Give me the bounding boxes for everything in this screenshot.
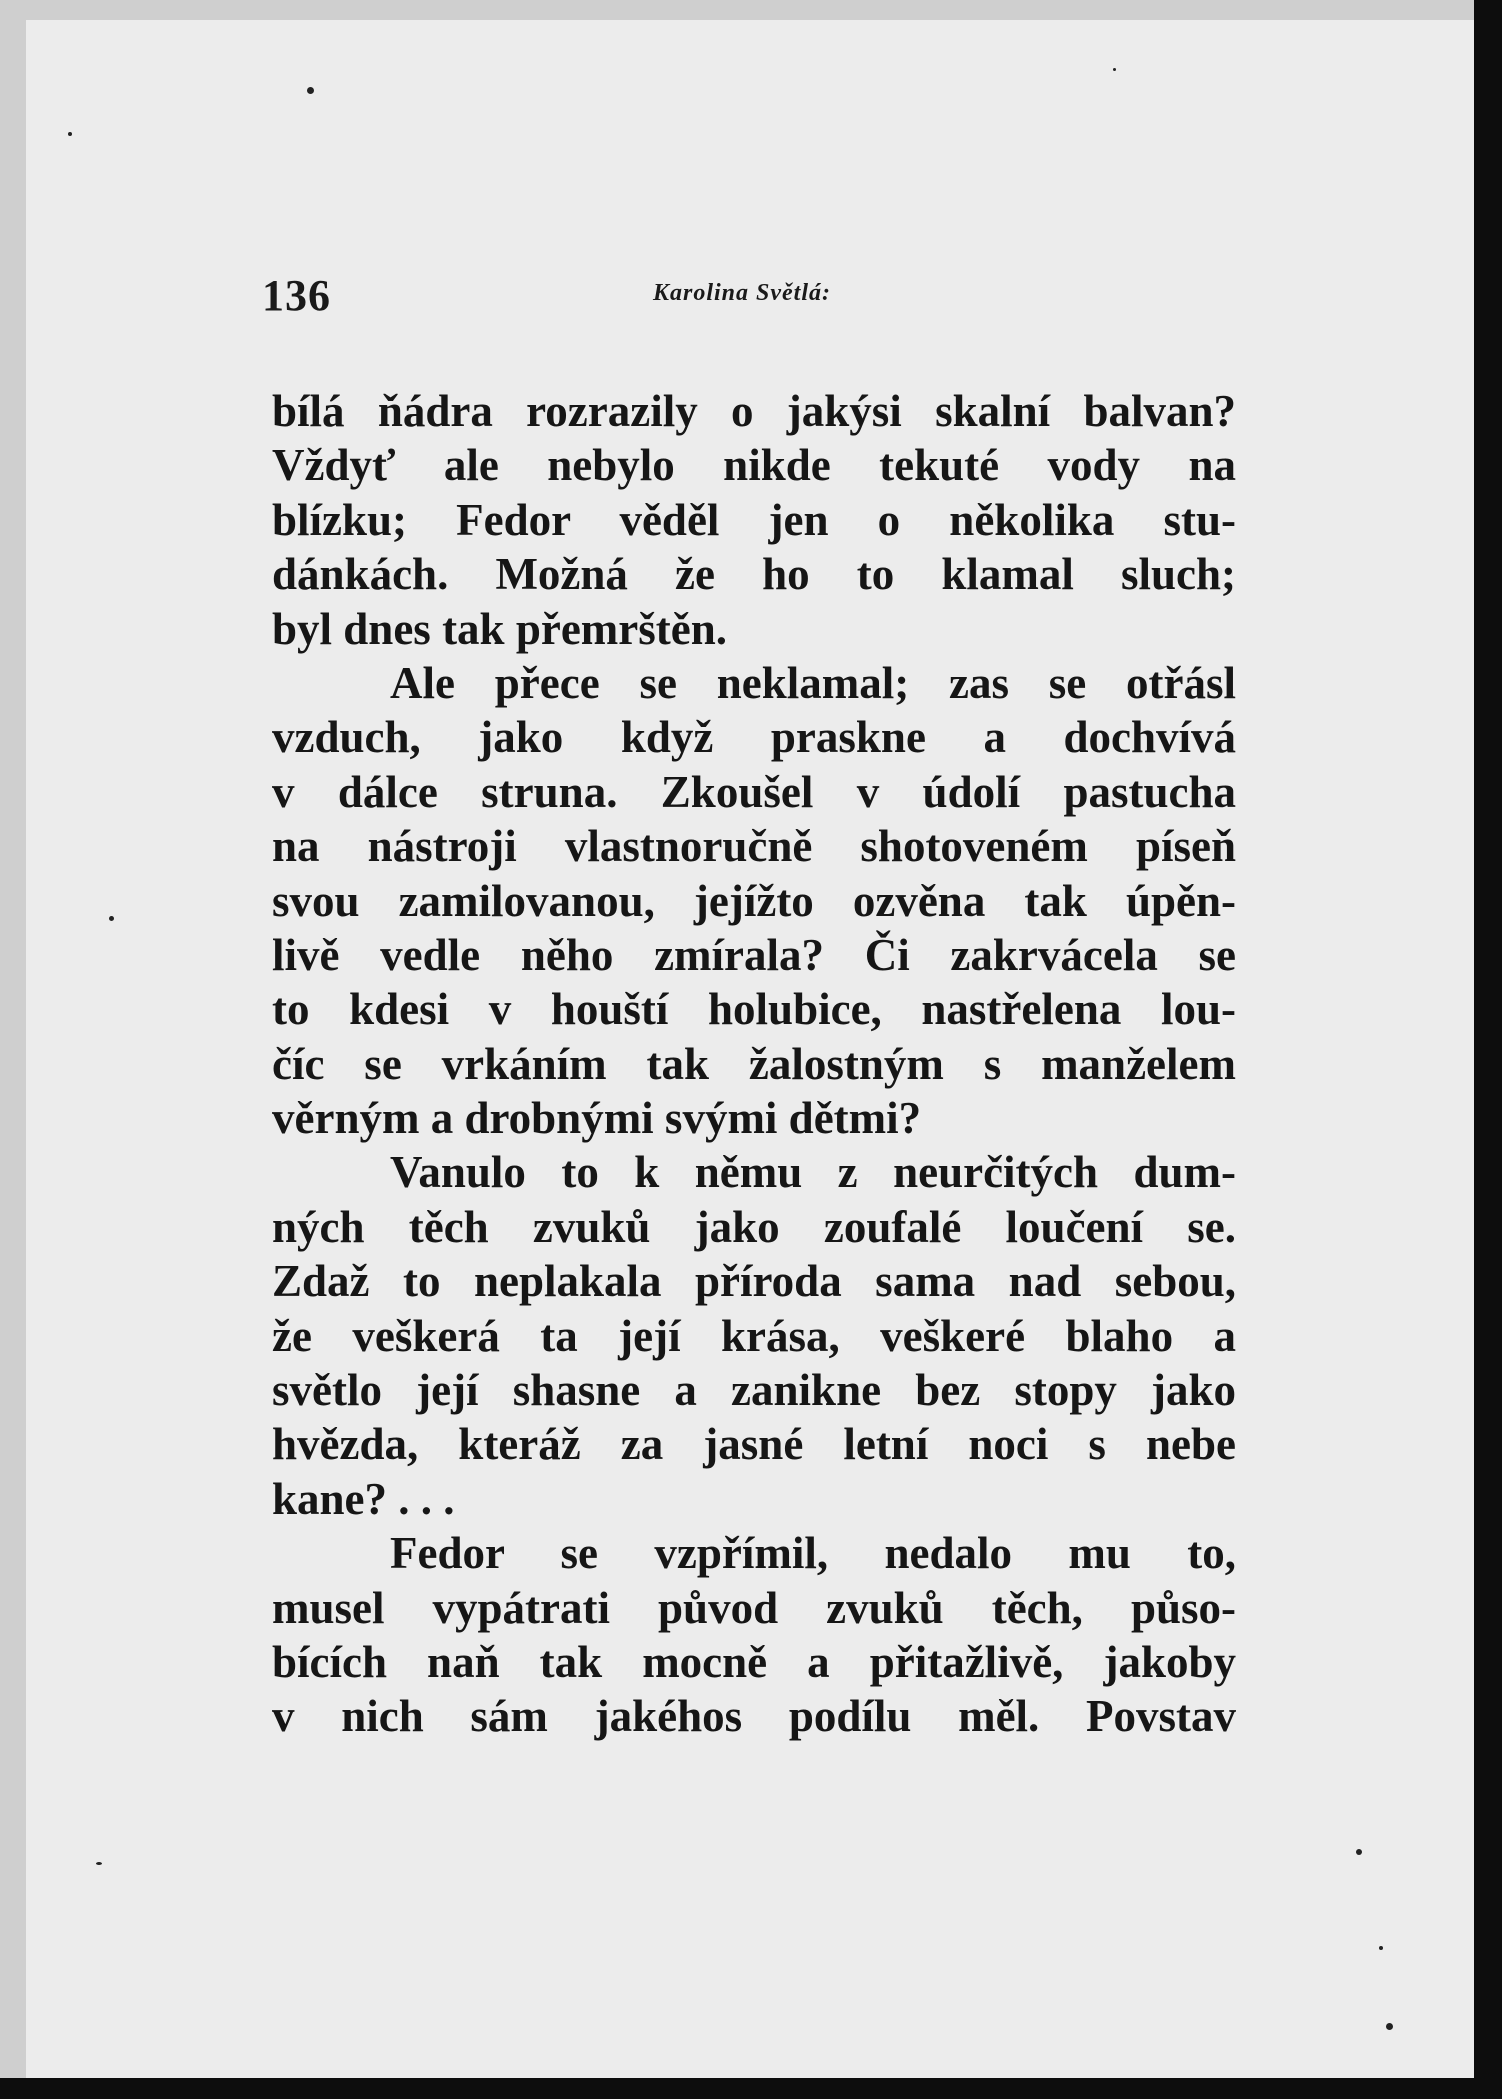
text-line: věrným a drobnými svými dětmi? (272, 1093, 922, 1144)
scan-speck (96, 1862, 102, 1865)
text-line: kane? . . . (272, 1473, 455, 1524)
text-line: na nástroji vlastnoručně shotoveném píseň (272, 821, 1236, 872)
text-line: bílá ňádra rozrazily o jakýsi skalní balvan? (272, 386, 1236, 436)
text-line: v dálce struna. Zkoušel v údolí pastucha (272, 766, 1236, 817)
scan-speck (1113, 68, 1116, 71)
text-line: svou zamilovanou, jejížto ozvěna tak úpěn- (272, 875, 1236, 926)
scan-speck (307, 87, 314, 94)
scan-right-edge (1474, 0, 1502, 2099)
text-line: Fedor se vzpřímil, nedalo mu to, (390, 1528, 1236, 1579)
text-line: livě vedle něho zmírala? Či zakrvácela se (272, 929, 1236, 980)
running-head: Karolina Světlá: (653, 280, 832, 306)
scan-left-margin (0, 0, 26, 2099)
text-line: musel vypátrati původ zvuků těch, půso- (272, 1582, 1236, 1633)
scan-speck (109, 916, 114, 921)
scan-speck (1356, 1849, 1362, 1855)
text-line: ných těch zvuků jako zoufalé loučení se. (272, 1201, 1236, 1252)
scan-speck (1379, 1946, 1383, 1950)
text-line: hvězda, kteráž za jasné letní noci s nebe (272, 1419, 1236, 1470)
text-line: blízku; Fedor věděl jen o několika stu- (272, 494, 1236, 545)
text-line: světlo její shasne a zanikne bez stopy jako (272, 1365, 1236, 1416)
page-number: 136 (262, 271, 331, 320)
scan-speck (1386, 2023, 1393, 2030)
scan-speck (68, 132, 72, 136)
text-line: byl dnes tak přemrštěn. (272, 603, 728, 654)
scan-bottom-edge (0, 2078, 1502, 2099)
text-line: že veškerá ta její krása, veškeré blaho a (272, 1310, 1236, 1361)
page-header (262, 270, 1262, 330)
body-text (272, 384, 1236, 1744)
text-line: Vždyť ale nebylo nikde tekuté vody na (272, 440, 1236, 491)
text-line: bících naň tak mocně a přitažlivě, jakoby (272, 1636, 1236, 1687)
text-line: číc se vrkáním tak žalostným s manželem (272, 1038, 1236, 1089)
text-line: Ale přece se neklamal; zas se otřásl (390, 657, 1236, 708)
text-line: to kdesi v houští holubice, nastřelena lou- (272, 984, 1236, 1035)
text-line: v nich sám jakéhos podílu měl. Povstav (272, 1691, 1236, 1742)
text-line: vzduch, jako když praskne a dochvívá (272, 712, 1236, 763)
text-line: dánkách. Možná že ho to klamal sluch; (272, 549, 1236, 600)
scan-top-margin (0, 0, 1502, 20)
text-line: Vanulo to k němu z neurčitých dum- (390, 1147, 1236, 1198)
text-line: Zdaž to neplakala příroda sama nad sebou, (272, 1256, 1236, 1307)
